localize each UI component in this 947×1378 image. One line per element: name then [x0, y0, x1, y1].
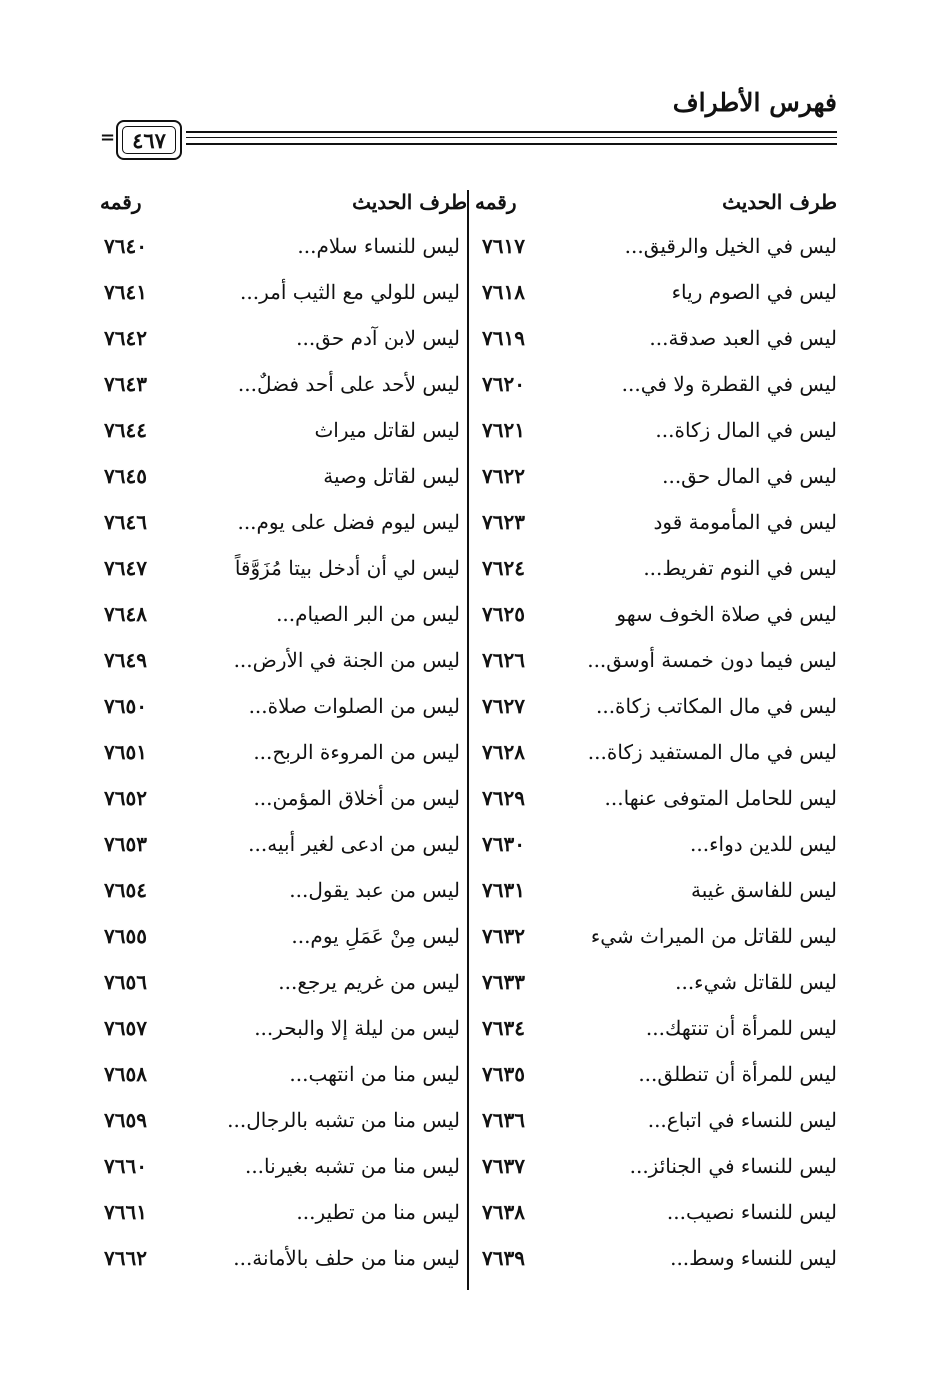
table-row [0, 276, 947, 322]
hadith-phrase-right: ليس للقاتل شيء... [675, 970, 837, 994]
hadith-phrase-left: ليس منا من انتهب... [289, 1062, 460, 1086]
table-row [0, 920, 947, 966]
hadith-number-left: ٧٦٤٨ [104, 602, 147, 626]
hadith-number-left: ٧٦٦١ [104, 1200, 147, 1224]
hadith-number-right: ٧٦٢٠ [482, 372, 525, 396]
hadith-phrase-right: ليس للنساء في اتباع... [647, 1108, 837, 1132]
hadith-number-left: ٧٦٥٤ [104, 878, 147, 902]
table-row [0, 1058, 947, 1104]
table-row [0, 1196, 947, 1242]
hadith-number-right: ٧٦١٩ [482, 326, 525, 350]
page-number: ٤٦٧ [132, 127, 166, 153]
hadith-phrase-right: ليس في المأمومة قود [653, 510, 837, 534]
hadith-phrase-left: ليس من غريم يرجع... [278, 970, 460, 994]
hadith-phrase-right: ليس في مال المكاتب زكاة... [595, 694, 837, 718]
hadith-phrase-left: ليس منا من حلف بالأمانة... [233, 1246, 460, 1270]
hadith-number-left: ٧٦٥٦ [104, 970, 147, 994]
column-header-number-right: رقمه [475, 190, 517, 214]
hadith-phrase-left: ليس منا من تشبه بالرجال... [227, 1108, 460, 1132]
hadith-number-left: ٧٦٤٣ [104, 372, 147, 396]
hadith-phrase-left: ليس منا من تشبه بغيرنا... [244, 1154, 460, 1178]
hadith-phrase-left: ليس ليوم فضل على يوم... [237, 510, 460, 534]
hadith-number-left: ٧٦٥٥ [104, 924, 147, 948]
hadith-phrase-right: ليس في الصوم رياء [671, 280, 837, 304]
hadith-number-right: ٧٦٢٨ [482, 740, 525, 764]
hadith-phrase-left: ليس منا من تطير... [296, 1200, 460, 1224]
column-header-text-right: طرف الحديث [722, 190, 837, 214]
hadith-number-right: ٧٦٢٧ [482, 694, 525, 718]
hadith-number-right: ٧٦٣٧ [482, 1154, 525, 1178]
table-row [0, 414, 947, 460]
table-row [0, 552, 947, 598]
hadith-phrase-right: ليس في صلاة الخوف سهو [616, 602, 837, 626]
hadith-phrase-left: ليس من ادعى لغير أبيه... [248, 832, 460, 856]
hadith-number-left: ٧٦٤٤ [104, 418, 147, 442]
hadith-number-right: ٧٦٢٥ [482, 602, 525, 626]
hadith-number-right: ٧٦١٨ [482, 280, 525, 304]
hadith-number-left: ٧٦٦٠ [104, 1154, 147, 1178]
hadith-number-left: ٧٦٥٧ [104, 1016, 147, 1040]
table-row [0, 460, 947, 506]
hadith-phrase-left: ليس لي أن أدخل بيتا مُزَوَّقاً [234, 556, 460, 580]
table-row [0, 506, 947, 552]
hadith-number-right: ٧٦٣٩ [482, 1246, 525, 1270]
hadith-phrase-right: ليس للفاسق غيبة [691, 878, 837, 902]
table-row [0, 598, 947, 644]
hadith-phrase-left: ليس من ليلة إلا والبحر... [254, 1016, 460, 1040]
page-title: فهرس الأطراف [672, 88, 837, 117]
hadith-phrase-left: ليس من أخلاق المؤمن... [253, 786, 460, 810]
table-row [0, 1150, 947, 1196]
hadith-phrase-left: ليس لابن آدم حق... [296, 326, 460, 350]
table-row [0, 690, 947, 736]
header-rule [186, 143, 837, 145]
hadith-number-left: ٧٦٤٢ [104, 326, 147, 350]
hadith-phrase-right: ليس للنساء في الجنائز... [629, 1154, 837, 1178]
table-row [0, 1012, 947, 1058]
table-row [0, 736, 947, 782]
hadith-phrase-right: ليس للحامل المتوفى عنها... [604, 786, 837, 810]
header-rule [186, 131, 837, 133]
hadith-number-left: ٧٦٥٩ [104, 1108, 147, 1132]
hadith-phrase-left: ليس لقاتل ميراث [314, 418, 460, 442]
hadith-number-left: ٧٦٤٠ [104, 234, 147, 258]
hadith-number-left: ٧٦٥٣ [104, 832, 147, 856]
table-row [0, 828, 947, 874]
table-row [0, 966, 947, 1012]
hadith-number-left: ٧٦٤٧ [104, 556, 147, 580]
hadith-phrase-left: ليس لقاتل وصية [323, 464, 460, 488]
hadith-phrase-left: ليس من البر الصيام... [276, 602, 460, 626]
hadith-phrase-right: ليس للمرأة أن تنتهك... [645, 1016, 837, 1040]
hadith-number-left: ٧٦٦٢ [104, 1246, 147, 1270]
hadith-phrase-right: ليس في المال حق... [662, 464, 837, 488]
hadith-number-right: ٧٦١٧ [482, 234, 525, 258]
hadith-phrase-right: ليس للنساء نصيب... [666, 1200, 837, 1224]
hadith-phrase-right: ليس في النوم تفريط... [643, 556, 837, 580]
hadith-phrase-left: ليس لأحد على أحد فضلٌ... [237, 372, 460, 396]
hadith-number-left: ٧٦٤٦ [104, 510, 147, 534]
hadith-number-right: ٧٦٢٩ [482, 786, 525, 810]
hadith-phrase-left: ليس من الجنة في الأرض... [233, 648, 460, 672]
hadith-number-right: ٧٦٣٢ [482, 924, 525, 948]
hadith-number-right: ٧٦٢٤ [482, 556, 525, 580]
header-rule [186, 137, 837, 138]
hadith-number-left: ٧٦٤١ [104, 280, 147, 304]
hadith-phrase-left: ليس من المروءة الربح... [253, 740, 460, 764]
hadith-number-right: ٧٦٣٠ [482, 832, 525, 856]
index-table [0, 230, 947, 1288]
page-number-box [116, 120, 182, 160]
table-row [0, 230, 947, 276]
hadith-phrase-right: ليس في المال زكاة... [655, 418, 837, 442]
hadith-number-right: ٧٦٣٨ [482, 1200, 525, 1224]
hadith-number-left: ٧٦٤٩ [104, 648, 147, 672]
hadith-phrase-right: ليس في العبد صدقة... [649, 326, 837, 350]
table-row [0, 1104, 947, 1150]
hadith-number-right: ٧٦٣٥ [482, 1062, 525, 1086]
hadith-phrase-right: ليس للمرأة أن تنطلق... [638, 1062, 837, 1086]
hadith-phrase-left: ليس للولي مع الثيب أمر... [240, 280, 460, 304]
hadith-number-left: ٧٦٥٠ [104, 694, 147, 718]
hadith-number-right: ٧٦٣٤ [482, 1016, 525, 1040]
table-row [0, 782, 947, 828]
table-row [0, 874, 947, 920]
hadith-phrase-right: ليس في الخيل والرقيق... [624, 234, 837, 258]
table-row [0, 322, 947, 368]
hadith-phrase-left: ليس للنساء سلام... [297, 234, 460, 258]
hadith-number-right: ٧٦٢١ [482, 418, 525, 442]
hadith-number-right: ٧٦٢٢ [482, 464, 525, 488]
hadith-number-left: ٧٦٤٥ [104, 464, 147, 488]
hadith-phrase-left: ليس مِنْ عَمَلِ يوم... [291, 924, 460, 948]
hadith-phrase-right: ليس في مال المستفيد زكاة... [587, 740, 837, 764]
hadith-phrase-right: ليس في القطرة ولا في... [621, 372, 837, 396]
hadith-number-right: ٧٦٢٦ [482, 648, 525, 672]
column-header-text-left: طرف الحديث [352, 190, 467, 214]
hadith-phrase-left: ليس من الصلوات صلاة... [248, 694, 460, 718]
hadith-phrase-right: ليس فيما دون خمسة أوسق... [587, 648, 837, 672]
hadith-number-right: ٧٦٣١ [482, 878, 525, 902]
hadith-number-left: ٧٦٥٨ [104, 1062, 147, 1086]
hadith-phrase-right: ليس للنساء وسط... [670, 1246, 837, 1270]
hadith-phrase-right: ليس للقاتل من الميراث شيء [590, 924, 837, 948]
hadith-number-right: ٧٦٢٣ [482, 510, 525, 534]
table-row [0, 644, 947, 690]
table-row [0, 368, 947, 414]
hadith-number-right: ٧٦٣٣ [482, 970, 525, 994]
hadith-phrase-right: ليس للدين دواء... [690, 832, 837, 856]
hadith-phrase-left: ليس من عبد يقول... [289, 878, 460, 902]
hadith-number-right: ٧٦٣٦ [482, 1108, 525, 1132]
hadith-number-left: ٧٦٥١ [104, 740, 147, 764]
table-row [0, 1242, 947, 1288]
eq-mark: = [100, 127, 116, 148]
hadith-number-left: ٧٦٥٢ [104, 786, 147, 810]
column-header-number-left: رقمه [100, 190, 142, 214]
